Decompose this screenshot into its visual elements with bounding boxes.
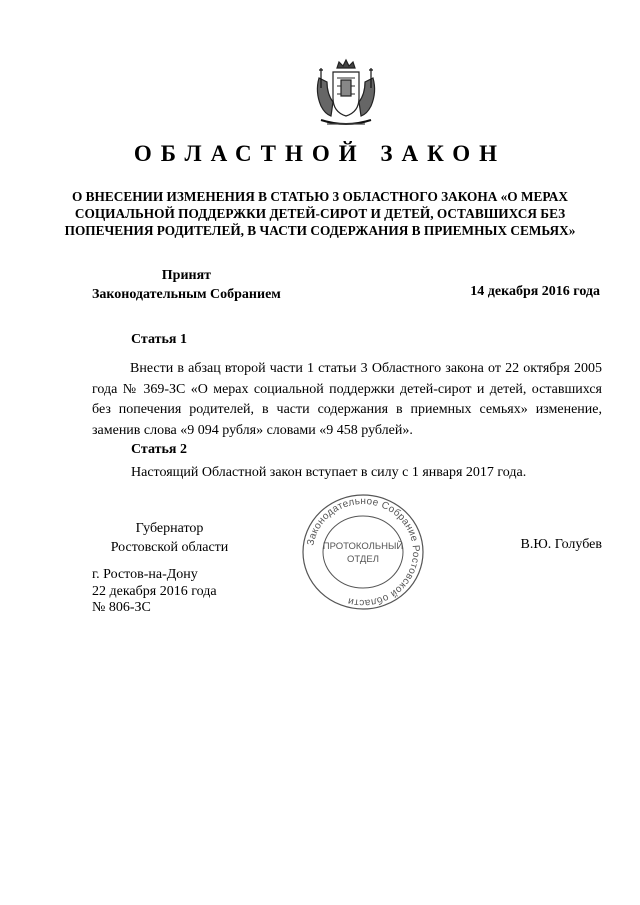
document-title: ОБЛАСТНОЙ ЗАКОН <box>133 141 507 166</box>
place-date: 22 декабря 2016 года <box>92 583 217 599</box>
adoption-line2: Законодательным Собранием <box>92 287 281 302</box>
coat-of-arms-emblem <box>313 58 379 130</box>
law-number: № 806-ЗС <box>92 600 151 615</box>
governor-title <box>92 519 247 557</box>
article2-heading: Статья 2 <box>131 442 187 457</box>
governor-title-line1: Губернатор <box>135 521 204 536</box>
article1-text: Внести в абзац второй части 1 статьи 3 Областного закона от 22 октября 2005 года № 369-ЗС «О мерах социальной поддержки детей-сирот и детей, оставшихся без попечения родителей, в части содержания в приемных семьях» изменение, заменив слова «9 094 рубля» словами «9 458 рублей». <box>92 361 602 438</box>
place-date-block <box>92 567 217 617</box>
stamp-ring-text: Законодательное Собрание Ростовской области <box>305 495 422 609</box>
governor-title-line2: Ростовской области <box>110 540 229 555</box>
article2-text: Настоящий Областной закон вступает в силу с 1 января 2017 года. <box>131 465 527 480</box>
article1-heading: Статья 1 <box>131 332 187 347</box>
place-city: г. Ростов-на-Дону <box>92 567 198 582</box>
adoption-date: 14 декабря 2016 года <box>470 284 600 299</box>
stamp-center-line1: ПРОТОКОЛЬНЫЙ <box>322 541 404 552</box>
official-stamp <box>300 492 426 612</box>
document-subtitle: О ВНЕСЕНИИ ИЗМЕНЕНИЯ В СТАТЬЮ 3 ОБЛАСТНОГО ЗАКОНА «О МЕРАХ СОЦИАЛЬНОЙ ПОДДЕРЖКИ ДЕТЕЙ-СИРОТ И ДЕТЕЙ, ОСТАВШИХСЯ БЕЗ ПОПЕЧЕНИЯ РОДИТЕЛЕЙ, В ЧАСТИ СОДЕРЖАНИЯ В ПРИЕМНЫХ СЕМЬЯХ» <box>64 189 576 238</box>
adoption-line1: Принят <box>161 268 212 283</box>
stamp-center-line2: ОТДЕЛ <box>347 554 379 565</box>
governor-name: В.Ю. Голубев <box>520 537 602 552</box>
adoption-block <box>92 266 281 304</box>
